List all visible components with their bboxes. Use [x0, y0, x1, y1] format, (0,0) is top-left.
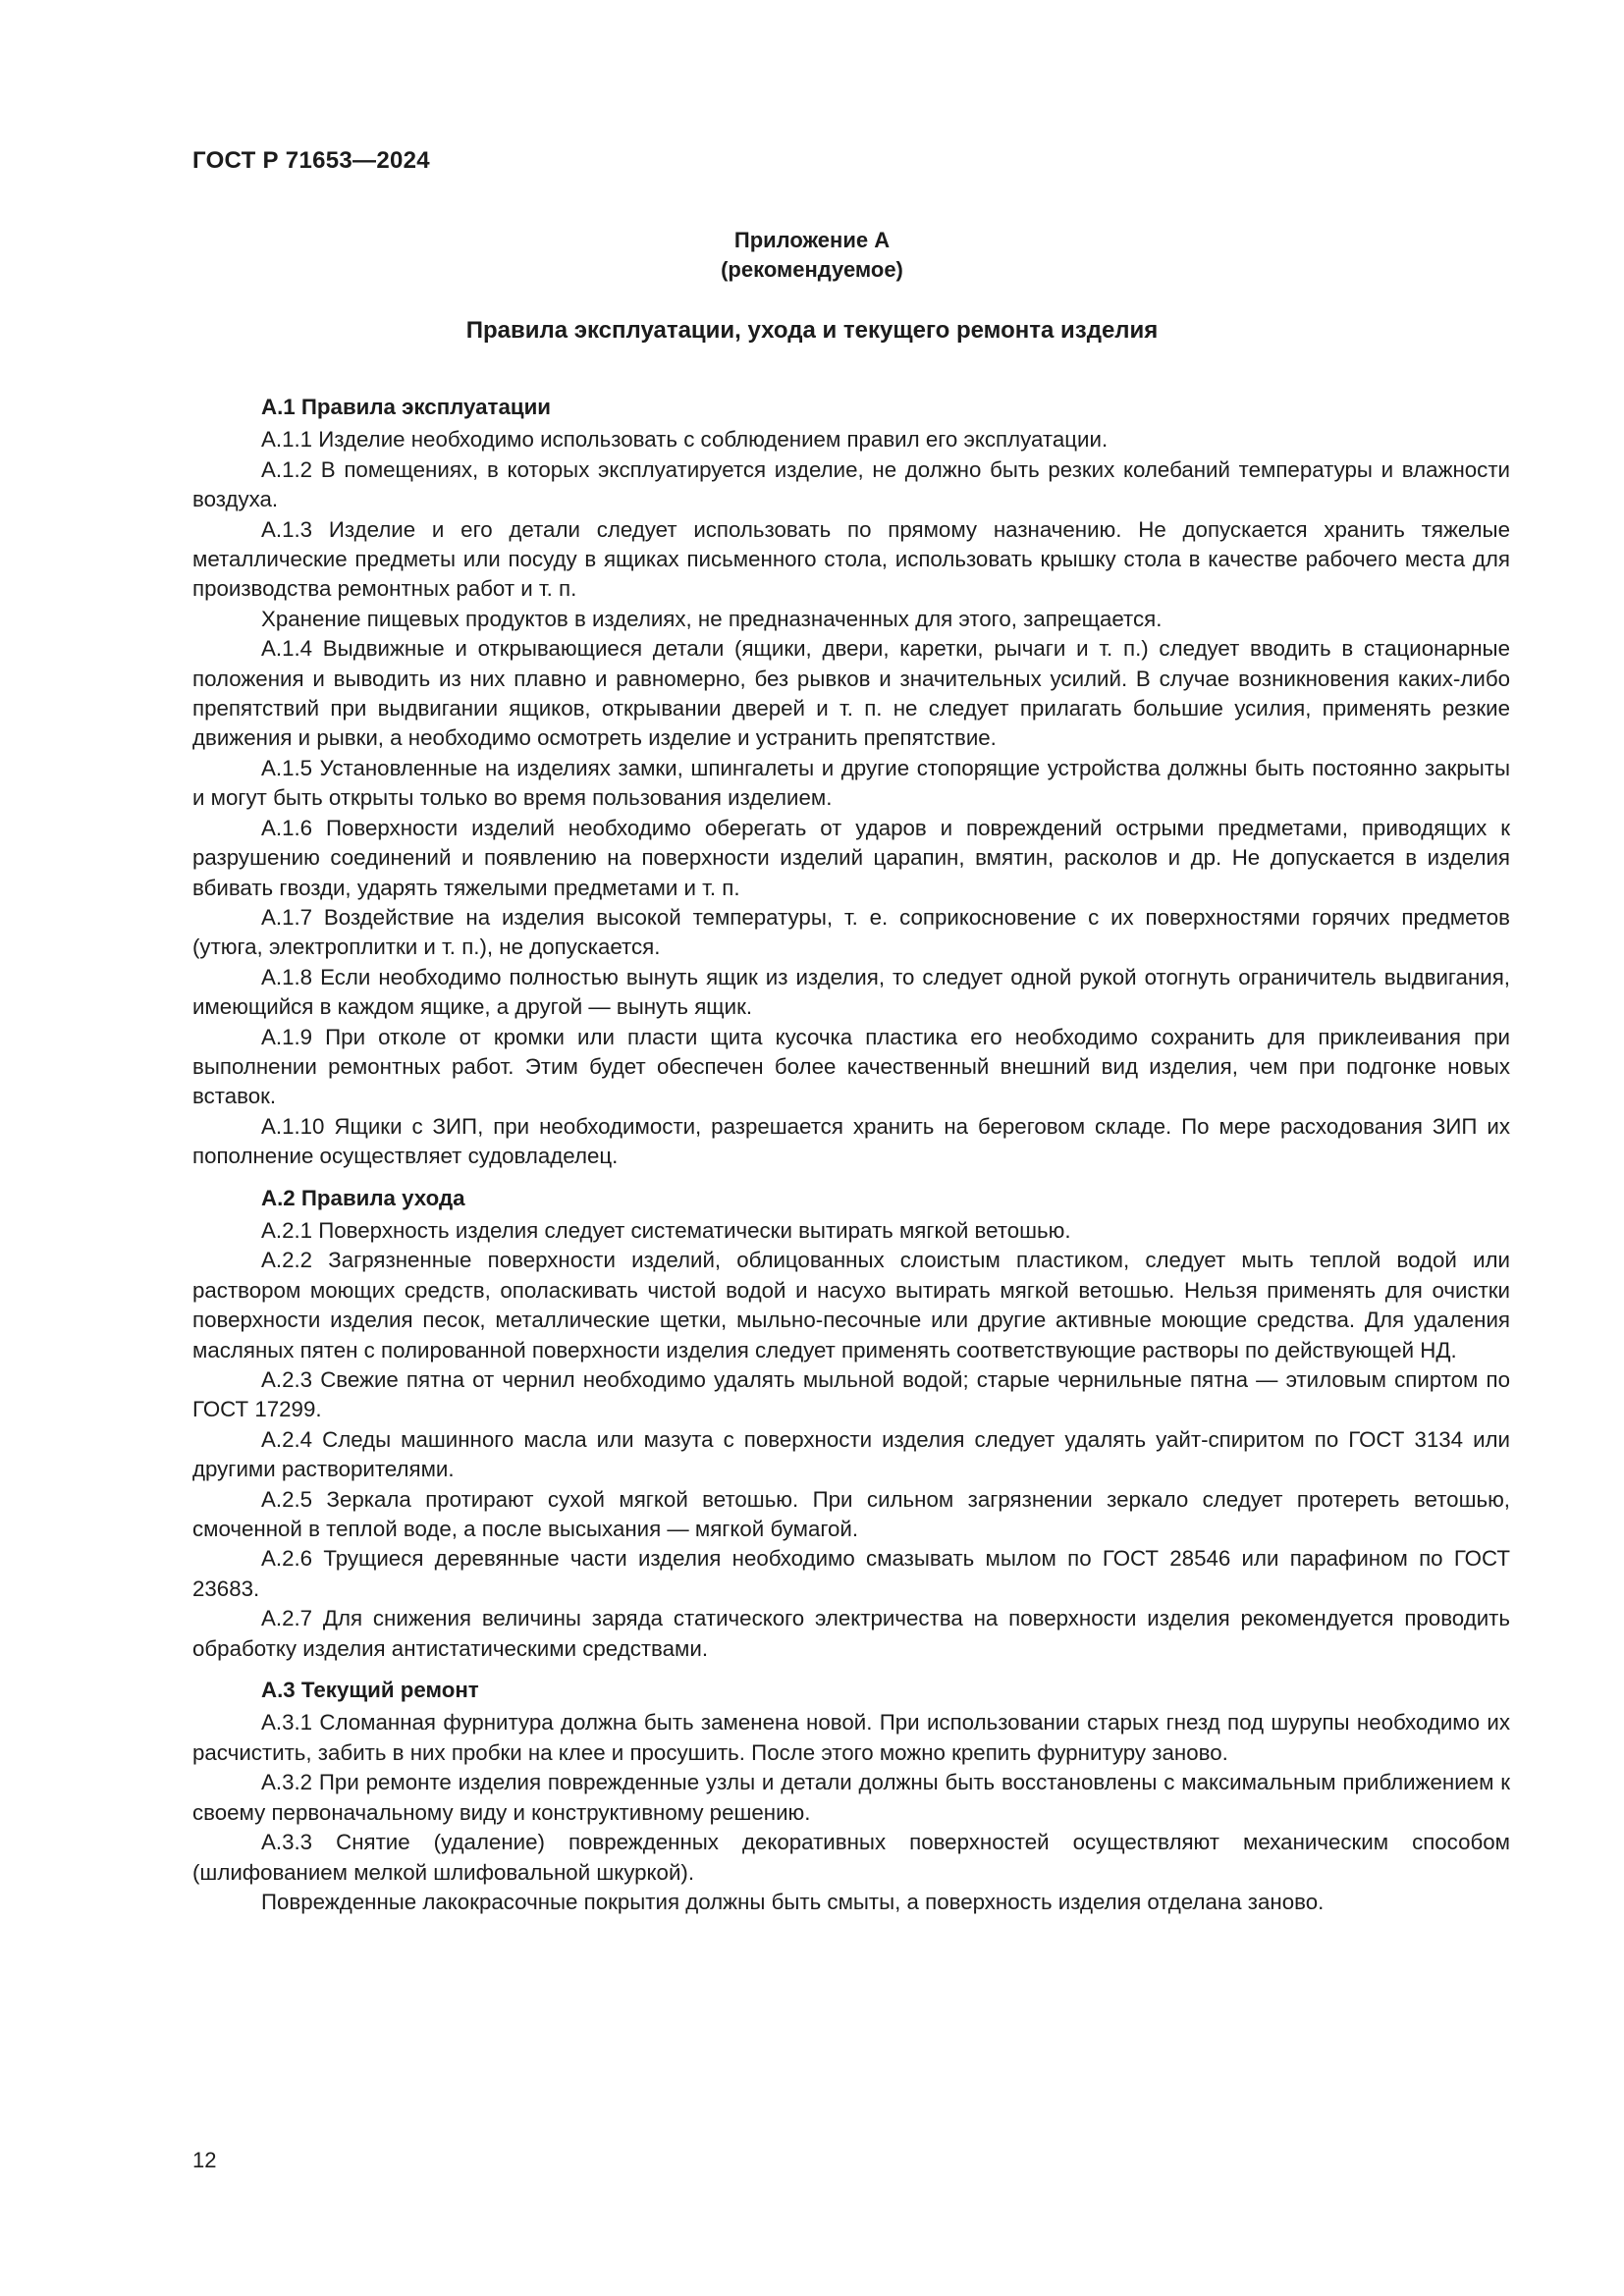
- annex-status: (рекомендуемое): [721, 257, 903, 282]
- paragraph: А.1.3 Изделие и его детали следует использовать по прямому назначению. Не допускается хранить тяжелые металлические предметы или посуду в ящиках письменного стола, использовать крышку стола в качестве рабочего места для производства ремонтных работ и т. п.: [192, 516, 1510, 602]
- paragraph: А.1.9 При отколе от кромки или пласти щита кусочка пластика его необходимо сохранить для приклеивания при выполнении ремонтных работ. Этим будет обеспечен более качественный внешний вид изделия, чем при подгонке новых вставок.: [192, 1024, 1510, 1109]
- paragraph: А.3.1 Сломанная фурнитура должна быть заменена новой. При использовании старых гнезд под шурупы необходимо их расчистить, забить в них пробки на клее и просушить. После этого можно крепить фурнитуру заново.: [192, 1710, 1510, 1765]
- paragraph: А.3.3 Снятие (удаление) поврежденных декоративных поверхностей осуществляют механическим способом (шлифованием мелкой шлифовальной шкуркой).: [192, 1830, 1510, 1885]
- paragraph: А.2.4 Следы машинного масла или мазута с поверхности изделия следует удалять уайт-спиритом по ГОСТ 3134 или другими растворителями.: [192, 1426, 1510, 1482]
- paragraph: А.3.2 При ремонте изделия поврежденные узлы и детали должны быть восстановлены с максимальным приближением к своему первоначальному виду и конструктивному решению.: [192, 1770, 1510, 1825]
- paragraph: А.2.3 Свежие пятна от чернил необходимо удалять мыльной водой; старые чернильные пятна — этиловым спиртом по ГОСТ 17299.: [192, 1367, 1510, 1422]
- document-body: [192, 393, 1510, 1917]
- annex-title: Правила эксплуатации, ухода и текущего ремонта изделия: [465, 317, 1159, 344]
- paragraph: А.2.6 Трущиеся деревянные части изделия необходимо смазывать мылом по ГОСТ 28546 или парафином по ГОСТ 23683.: [192, 1546, 1510, 1601]
- paragraph: А.2.2 Загрязненные поверхности изделий, облицованных слоистым пластиком, следует мыть теплой водой или раствором моющих средств, ополаскивать чистой водой и насухо вытирать мягкой ветошью. Нельзя применять для очистки поверхности изделия песок, металлические щетки, мыльно-песочные или другие активные моющие средства. Для удаления масляных пятен с полированной поверхности изделия следует применять соответствующие растворы по действующей НД.: [192, 1248, 1510, 1362]
- section-heading: А.3 Текущий ремонт: [261, 1678, 479, 1703]
- annex-label: Приложение А: [733, 228, 891, 252]
- paragraph: А.2.5 Зеркала протирают сухой мягкой ветошью. При сильном загрязнении зеркало следует протереть ветошью, смоченной в теплой воде, а после высыхания — мягкой бумагой.: [192, 1486, 1510, 1542]
- paragraph: А.1.4 Выдвижные и открывающиеся детали (ящики, двери, каретки, рычаги и т. п.) следует вводить в стационарные положения и выводить из них плавно и равномерно, без рывков и значительных усилий. В случае возникновения каких-либо препятствий при выдвигании ящиков, открывании дверей и т. п. не следует прилагать большие усилия, применять резкие движения и рывки, а необходимо осмотреть изделие и устранить препятствие.: [192, 636, 1510, 751]
- section-heading: А.2 Правила ухода: [261, 1185, 465, 1210]
- annex-heading: [0, 226, 1624, 285]
- paragraph: А.2.7 Для снижения величины заряда статического электричества на поверхности изделия рекомендуется проводить обработку изделия антистатическими средствами.: [192, 1606, 1510, 1661]
- paragraph: А.1.1 Изделие необходимо использовать с соблюдением правил его эксплуатации.: [261, 427, 1109, 453]
- section-heading: А.1 Правила эксплуатации: [261, 395, 551, 419]
- paragraph: А.1.10 Ящики с ЗИП, при необходимости, разрешается хранить на береговом складе. По мере расходования ЗИП их пополнение осуществляет судовладелец.: [192, 1113, 1510, 1169]
- document-code: ГОСТ Р 71653—2024: [192, 147, 430, 174]
- paragraph: А.1.6 Поверхности изделий необходимо оберегать от ударов и повреждений острыми предметами, приводящих к разрушению соединений и появлению на поверхности изделий царапин, вмятин, расколов и др. Не допускается в изделия вбивать гвозди, ударять тяжелыми предметами и т. п.: [192, 815, 1510, 900]
- paragraph: Поврежденные лакокрасочные покрытия должны быть смыты, а поверхность изделия отделана заново.: [261, 1889, 1325, 1914]
- page-number: 12: [192, 2148, 217, 2172]
- paragraph: А.1.2 В помещениях, в которых эксплуатируется изделие, не должно быть резких колебаний температуры и влажности воздуха.: [192, 456, 1510, 512]
- paragraph: А.1.7 Воздействие на изделия высокой температуры, т. е. соприкосновение с их поверхностями горячих предметов (утюга, электроплитки и т. п.), не допускается.: [192, 904, 1510, 960]
- paragraph: Хранение пищевых продуктов в изделиях, не предназначенных для этого, запрещается.: [261, 606, 1163, 631]
- paragraph: А.1.5 Установленные на изделиях замки, шпингалеты и другие стопорящие устройства должны быть постоянно закрыты и могут быть открыты только во время пользования изделием.: [192, 755, 1510, 811]
- paragraph: А.1.8 Если необходимо полностью вынуть ящик из изделия, то следует одной рукой отогнуть ограничитель выдвигания, имеющийся в каждом ящике, а другой — вынуть ящик.: [192, 964, 1510, 1020]
- paragraph: А.2.1 Поверхность изделия следует систематически вытирать мягкой ветошью.: [261, 1217, 1071, 1243]
